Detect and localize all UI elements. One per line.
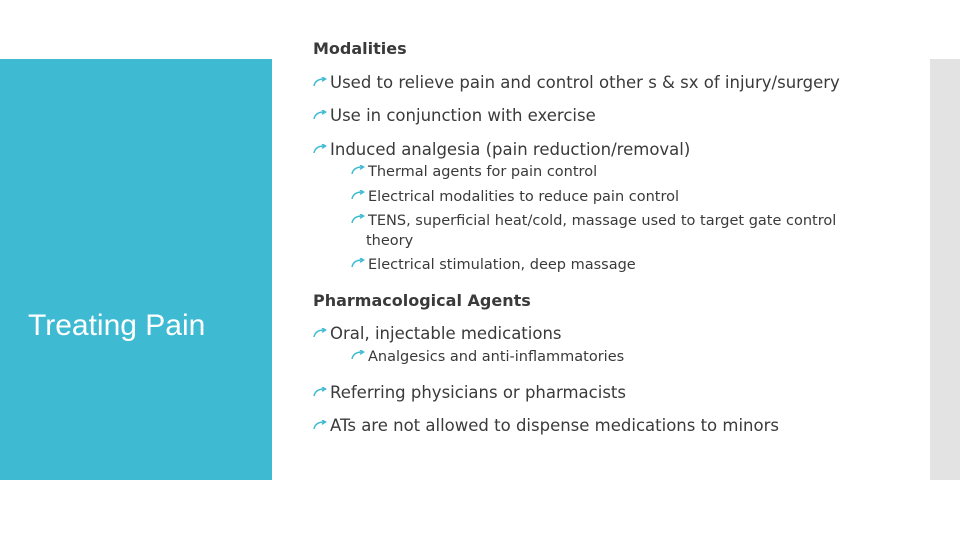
sub-bullet-item (351, 349, 624, 365)
sub-bullet-text: TENS, superficial heat/cold, massage used to target gate control (368, 213, 837, 229)
curved-arrow-bullet-icon (351, 165, 365, 175)
curved-arrow-bullet-icon (351, 258, 365, 268)
bullet-text: Use in conjunction with exercise (330, 106, 596, 125)
bullet-text: Referring physicians or pharmacists (330, 383, 626, 402)
bullet-item (313, 140, 690, 159)
sub-bullet-item (351, 164, 597, 180)
bullet-item (313, 416, 779, 435)
bullet-text: Oral, injectable medications (330, 324, 562, 343)
bullet-item (313, 324, 562, 343)
curved-arrow-bullet-icon (313, 110, 327, 120)
sub-bullet-text: Electrical modalities to reduce pain control (368, 189, 679, 205)
curved-arrow-bullet-icon (351, 214, 365, 224)
curved-arrow-bullet-icon (313, 387, 327, 397)
curved-arrow-bullet-icon (313, 328, 327, 338)
curved-arrow-bullet-icon (351, 350, 365, 360)
bullet-text: ATs are not allowed to dispense medications to minors (330, 416, 779, 435)
sub-bullet-item (351, 189, 679, 205)
modalities-heading: Modalities (313, 39, 407, 58)
bullet-text: Used to relieve pain and control other s & sx of injury/surgery (330, 73, 840, 92)
bullet-item (313, 383, 626, 402)
pharma-heading: Pharmacological Agents (313, 291, 531, 310)
curved-arrow-bullet-icon (313, 420, 327, 430)
bullet-text: Induced analgesia (pain reduction/removal) (330, 140, 691, 159)
sub-bullet-text: Thermal agents for pain control (368, 164, 598, 180)
side-bar (930, 59, 960, 480)
curved-arrow-bullet-icon (351, 190, 365, 200)
curved-arrow-bullet-icon (313, 77, 327, 87)
bullet-item (313, 73, 840, 92)
bullet-item (313, 106, 596, 125)
sub-bullet-continuation: theory (366, 233, 414, 249)
sub-bullet-text: Electrical stimulation, deep massage (368, 257, 636, 273)
sub-bullet-item (351, 257, 636, 273)
curved-arrow-bullet-icon (313, 144, 327, 154)
sub-bullet-item (351, 213, 836, 229)
title-panel (0, 59, 272, 480)
sub-bullet-text: Analgesics and anti-inflammatories (368, 349, 625, 365)
slide-title: Treating Pain (28, 309, 206, 342)
